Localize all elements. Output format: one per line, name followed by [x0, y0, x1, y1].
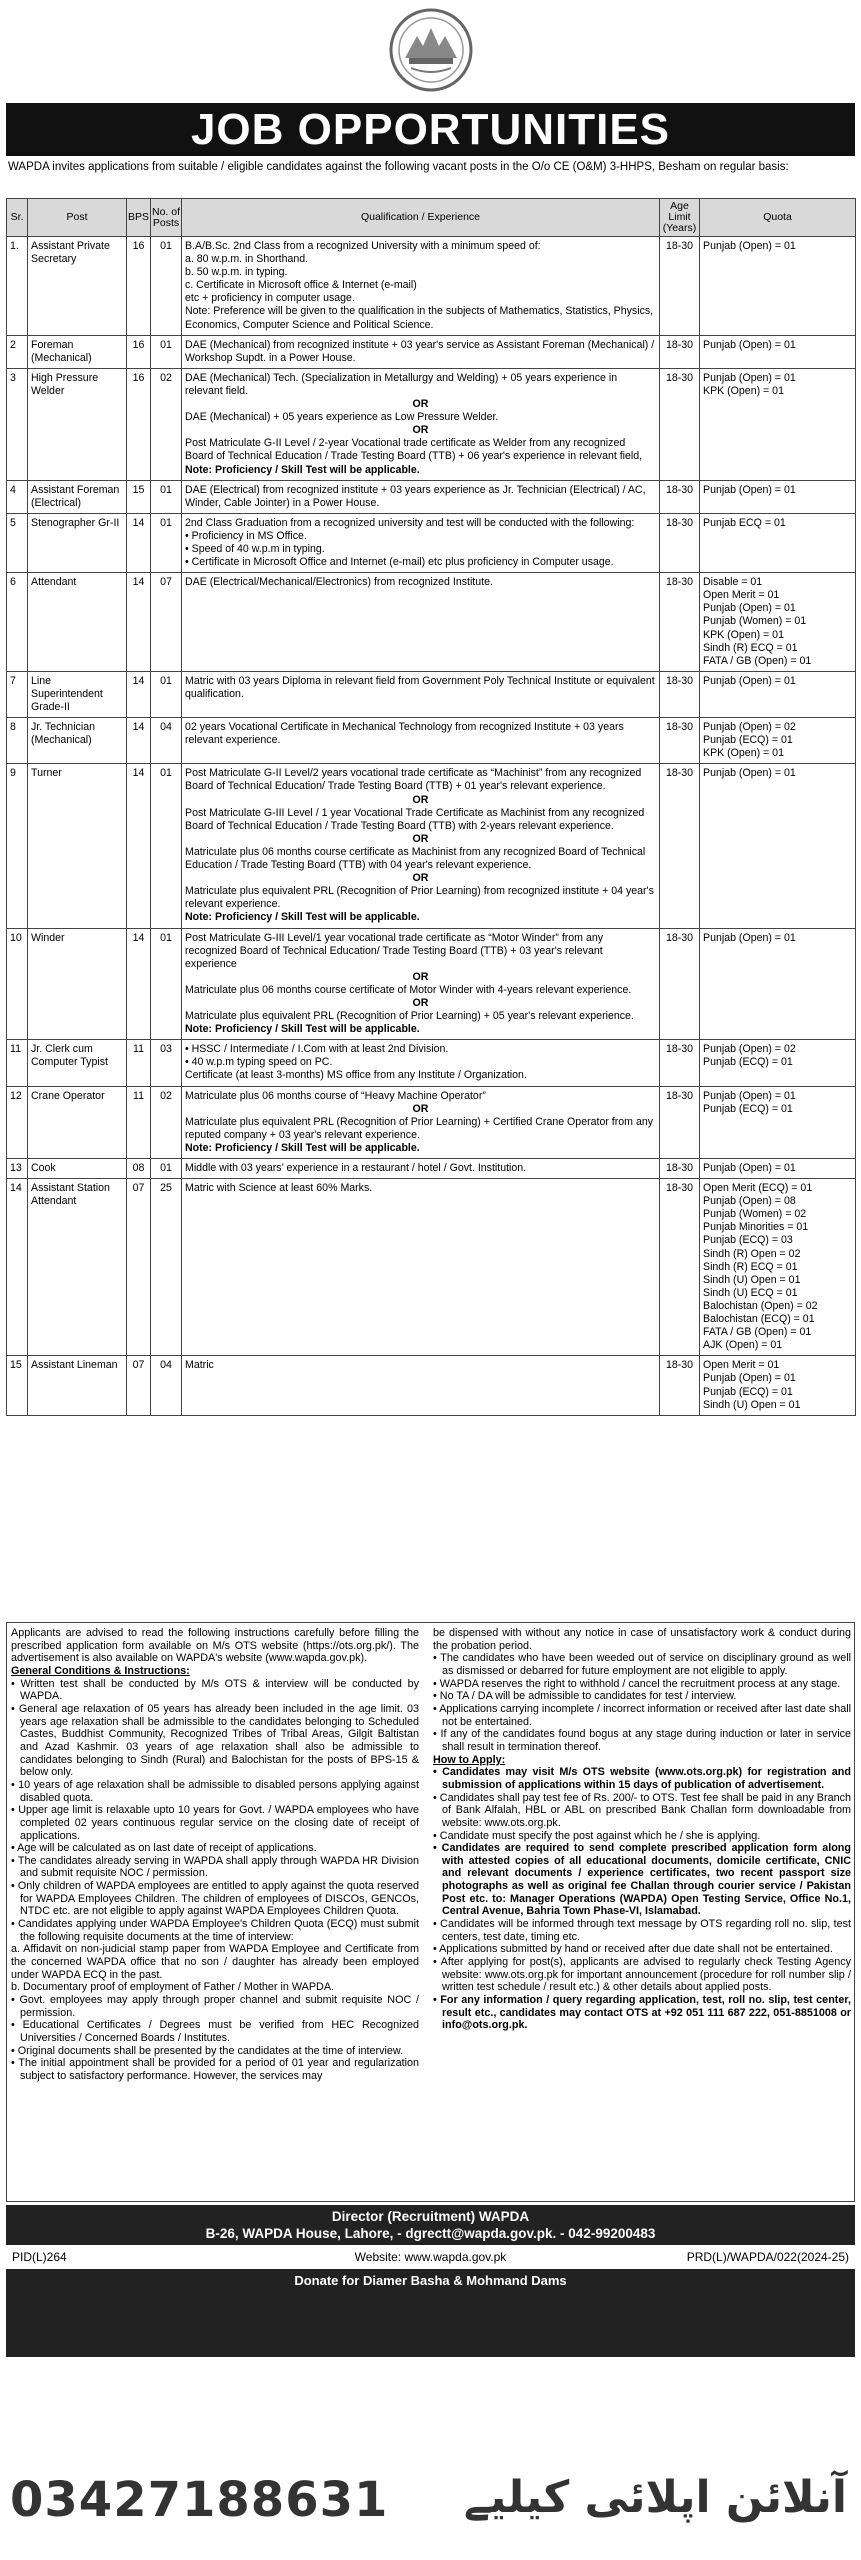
cell-qualification — [182, 1356, 660, 1415]
instruction-item: • The candidates who have been weeded out of service on disciplinary ground as well as dismissed or debarred for future employment are not eligible to apply. — [433, 1652, 851, 1677]
cell-age-limit: 18-30 — [660, 1179, 700, 1356]
instruction-item: • Candidates shall pay test fee of Rs. 200/- to OTS. Test fee shall be paid in any Branch of Bank Alfalah, HBL or ABL on prescribed Bank Challan form downloadable from website: www.ots.org.pk. — [433, 1791, 851, 1829]
cell-qualification — [182, 1159, 660, 1179]
quota-line: Punjab (Open) = 02 — [703, 1043, 796, 1056]
cell-post: Assistant Station Attendant — [28, 1179, 127, 1356]
cell-quota — [700, 1179, 856, 1356]
instruction-item: • Candidates applying under WAPDA Employee's Children Quota (ECQ) must submit the following requisite documents at the time of interview: — [11, 1918, 419, 1943]
cell-bps: 16 — [127, 368, 151, 480]
cell-age-limit: 18-30 — [660, 671, 700, 717]
qualification-line: Certificate (at least 3-months) MS office from any Institute / Organization. — [185, 1069, 527, 1082]
qualification-or: OR — [412, 832, 429, 845]
qualification-line: b. 50 w.p.m. in typing. — [185, 266, 288, 279]
cell-quota — [700, 335, 856, 368]
cell-age-limit: 18-30 — [660, 1086, 700, 1158]
qualification-line: • 40 w.p.m typing speed on PC. — [185, 1056, 333, 1069]
instruction-item: • WAPDA reserves the right to withhold / cancel the recruitment process at any stage. — [433, 1677, 841, 1690]
qualification-line: Post Matriculate G-II Level/2 years vocational trade certificate as “Machinist” from any recognized Board of Technical Education/ Trade Testing Board (TTB) + 01 year's relevant experience. — [185, 767, 642, 793]
cell-no-of-posts: 01 — [151, 480, 182, 513]
cell-post: Stenographer Gr-II — [28, 513, 127, 572]
cell-no-of-posts: 07 — [151, 573, 182, 672]
cell-qualification — [182, 1179, 660, 1356]
cell-quota — [700, 671, 856, 717]
cell-no-of-posts: 01 — [151, 928, 182, 1040]
qualification-or: OR — [412, 424, 429, 437]
table-row — [7, 1086, 856, 1158]
col-header-age-limit: Age Limit (Years) — [660, 199, 700, 237]
cell-quota — [700, 928, 856, 1040]
table-header-row — [7, 199, 856, 237]
cell-qualification — [182, 237, 660, 336]
cell-sr: 11 — [7, 1040, 28, 1086]
qualification-line: Matriculate plus 06 months course certificate of Motor Winder with 4-years relevant experience. — [185, 983, 632, 996]
cell-quota — [700, 513, 856, 572]
cell-age-limit: 18-30 — [660, 513, 700, 572]
cell-bps: 14 — [127, 764, 151, 928]
table-row — [7, 513, 856, 572]
instruction-item: • Govt. employees may apply through proper channel and submit requisite NOC / permission. — [11, 1994, 419, 2019]
table-row — [7, 573, 856, 672]
instruction-item: • Candidate must specify the post against which he / she is applying. — [433, 1829, 761, 1842]
quota-line: Punjab (Open) = 02 — [703, 721, 796, 734]
qualification-or: OR — [412, 793, 429, 806]
instruction-item: • After applying for post(s), applicants are advised to regularly check Testing Agency website: www.ots.org.pk for important announcement (procedure for roll number slip / written test schedule / result etc.) & other details about applied posts. — [433, 1956, 851, 1994]
cell-sr: 1. — [7, 237, 28, 336]
instructions-left-column — [11, 1627, 419, 2083]
cell-post: Assistant Lineman — [28, 1356, 127, 1415]
qualification-line: DAE (Mechanical) from recognized institute + 03 year's service as Assistant Foreman (Mechanical) / Workshop Supdt. in a Power House. — [185, 338, 655, 364]
qualification-line: Matric — [185, 1359, 214, 1372]
page-title: JOB OPPORTUNITIES — [6, 103, 855, 156]
cell-age-limit: 18-30 — [660, 1159, 700, 1179]
qualification-line: Matriculate plus equivalent PRL (Recognition of Prior Learning) + 05 year's relevant experience. — [185, 1010, 634, 1023]
footer-website: Website: www.wapda.gov.pk — [354, 2250, 507, 2264]
table-row — [7, 718, 856, 764]
quota-line: Punjab (Open) = 01 — [703, 371, 796, 384]
instruction-item: • 10 years of age relaxation shall be admissible to disabled persons applying against disabled quota. — [11, 1778, 419, 1804]
qualification-line: etc + proficiency in computer usage. — [185, 292, 355, 305]
cell-post: Turner — [28, 764, 127, 928]
cell-quota — [700, 573, 856, 672]
instruction-item: • Original documents shall be presented by the candidates at the time of interview. — [11, 2044, 404, 2057]
cell-no-of-posts: 01 — [151, 764, 182, 928]
qualification-line: Note: Proficiency / Skill Test will be applicable. — [185, 463, 420, 476]
qualification-line: Middle with 03 years’ experience in a restaurant / hotel / Govt. Institution. — [185, 1162, 527, 1174]
table-row — [7, 237, 856, 336]
cell-age-limit: 18-30 — [660, 368, 700, 480]
cell-no-of-posts: 03 — [151, 1040, 182, 1086]
qualification-line: • Certificate in Microsoft Office and Internet (e-mail) etc plus proficiency in Computer usage. — [185, 556, 614, 569]
qualification-line: DAE (Electrical/Mechanical/Electronics) from recognized Institute. — [185, 576, 493, 589]
qualification-line: Post Matriculate G-III Level / 1 year Vocational Trade Certificate as Machinist from any recognized Board of Technical Education / Trade Testing Board (TTB) with 2-years relevant experience. — [185, 806, 645, 832]
qualification-line: 02 years Vocational Certificate in Mechanical Technology from recognized Institute + 03 years relevant experience. — [185, 721, 624, 747]
quota-line: Punjab (Women) = 01 — [703, 615, 807, 628]
qualification-line: Note: Proficiency / Skill Test will be applicable. — [185, 1023, 420, 1036]
col-header-quota: Quota — [700, 199, 856, 237]
instruction-item: • Written test shall be conducted by M/s OTS & interview will be conducted by WAPDA. — [11, 1677, 419, 1703]
col-header-bps: BPS — [127, 199, 151, 237]
table-row — [7, 368, 856, 480]
cell-bps: 07 — [127, 1179, 151, 1356]
quota-line: Punjab (Open) = 01 — [703, 1162, 796, 1174]
quota-line: Punjab (Women) = 02 — [703, 1208, 807, 1221]
cell-bps: 14 — [127, 573, 151, 672]
table-body — [7, 237, 856, 1416]
cell-post: Jr. Technician (Mechanical) — [28, 718, 127, 764]
qualification-line: a. 80 w.p.m. in Shorthand. — [185, 253, 309, 266]
cell-qualification — [182, 335, 660, 368]
cell-bps: 14 — [127, 718, 151, 764]
cell-no-of-posts: 01 — [151, 335, 182, 368]
qualification-line: Note: Preference will be given to the qualification in the subjects of Mathematics, Statistics, Physics, Economics, Computer Science and Political Science. — [185, 305, 654, 331]
qualification-line: Post Matriculate G-II Level / 2-year Vocational trade certificate as Welder from any recognized Board of Technical Education / Trade Testing Board (TTB) + 06 year's experience in relevant field, — [185, 437, 643, 463]
quota-line: Sindh (R) ECQ = 01 — [703, 1260, 798, 1273]
cell-age-limit: 18-30 — [660, 1040, 700, 1086]
cell-sr: 13 — [7, 1159, 28, 1179]
cell-bps: 11 — [127, 1086, 151, 1158]
quota-line: Punjab (ECQ) = 01 — [703, 1056, 793, 1069]
table-row — [7, 1040, 856, 1086]
cell-no-of-posts: 02 — [151, 1086, 182, 1158]
footer-prd: PRD(L)/WAPDA/022(2024-25) — [686, 2250, 849, 2264]
instruction-item: • General age relaxation of 05 years has already been included in the age limit. 03 years age relaxation shall be admissible to the candidates belonging to Scheduled Castes, Buddhist Community, Recognized Tribes of Tribal Areas, Gilgit Baltistan and Azad Kashmir. 03 years of age relaxation shall also be admissible to candidates belonging to Sindh (Rural) and Balochistan for the posts of BPS-15 & below only. — [11, 1702, 419, 1779]
cell-quota — [700, 718, 856, 764]
quota-line: Sindh (U) ECQ = 01 — [703, 1286, 798, 1299]
cell-quota — [700, 368, 856, 480]
instructions-right-column — [433, 1627, 851, 2032]
cell-sr: 2 — [7, 335, 28, 368]
cell-bps: 16 — [127, 237, 151, 336]
qualification-line: DAE (Electrical) from recognized institute + 03 years experience as Jr. Technician (Electrical) / AC, Winder, Cable Jointer) in a Power House. — [185, 483, 646, 509]
footer-pid: PID(L)264 — [12, 2250, 67, 2264]
qualification-line: DAE (Mechanical) + 05 years experience as Low Pressure Welder. — [185, 411, 499, 424]
cell-sr: 8 — [7, 718, 28, 764]
footer-donate: Donate for Diamer Basha & Mohmand Dams — [294, 2273, 567, 2288]
cell-quota — [700, 480, 856, 513]
cell-quota — [700, 1040, 856, 1086]
cell-bps: 15 — [127, 480, 151, 513]
quota-line: Sindh (R) ECQ = 01 — [703, 641, 798, 654]
qualification-line: Matriculate plus 06 months course certificate as Machinist from any recognized Board of Technical Education / Trade Testing Board (TTB) with 04 year's relevant experience. — [185, 845, 646, 872]
general-conditions-list — [11, 1678, 419, 1944]
how-to-apply-heading: How to Apply: — [433, 1753, 506, 1766]
quota-line: Punjab (Open) = 08 — [703, 1195, 796, 1208]
qualification-line: Matriculate plus 06 months course of “Heavy Machine Operator” — [185, 1089, 486, 1102]
instruction-item: • The candidates already serving in WAPDA shall apply through WAPDA HR Division and submit requisite NOC / permission. — [11, 1854, 419, 1880]
cell-quota — [700, 1356, 856, 1415]
col-header-post: Post — [28, 199, 127, 237]
quota-line: Punjab (Open) = 01 — [703, 767, 796, 780]
cell-post: Line Superintendent Grade-II — [28, 671, 127, 717]
col-header-qualification: Qualification / Experience — [182, 199, 660, 237]
cell-age-limit: 18-30 — [660, 928, 700, 1040]
quota-line: FATA / GB (Open) = 01 — [703, 654, 812, 667]
table-row — [7, 928, 856, 1040]
qualification-line: Matric with Science at least 60% Marks. — [185, 1182, 373, 1195]
qualification-line: • HSSC / Intermediate / I.Com with at least 2nd Division. — [185, 1043, 449, 1056]
instructions-opening: Applicants are advised to read the following instructions carefully before filling the prescribed application form available on M/s OTS website (https://ots.org.pk/). The advertisement is also available on WAPDA's website (www.wapda.gov.pk). — [11, 1627, 419, 1665]
instruction-item: b. Documentary proof of employment of Father / Mother in WAPDA. — [11, 1981, 335, 1994]
footer-address: B-26, WAPDA House, Lahore, - dgrectt@wapda.gov.pk. - 042-99200483 — [205, 2226, 656, 2241]
qualification-line: • Speed of 40 w.p.m in typing. — [185, 542, 325, 555]
contact-phone: 03427188631 — [10, 2472, 389, 2528]
cell-post: Assistant Foreman (Electrical) — [28, 480, 127, 513]
quota-line: Balochistan (ECQ) = 01 — [703, 1313, 815, 1326]
quota-line: KPK (Open) = 01 — [703, 384, 784, 397]
quota-line: Punjab (Open) = 01 — [703, 1372, 796, 1385]
quota-line: Punjab (Open) = 01 — [703, 483, 796, 496]
cell-qualification — [182, 1040, 660, 1086]
cell-no-of-posts: 04 — [151, 1356, 182, 1415]
cell-bps: 11 — [127, 1040, 151, 1086]
quota-line: Punjab (Open) = 01 — [703, 240, 796, 252]
cell-no-of-posts: 01 — [151, 671, 182, 717]
cell-no-of-posts: 25 — [151, 1179, 182, 1356]
quota-line: Punjab (Open) = 01 — [703, 1089, 796, 1102]
instruction-item: a. Affidavit on non-judicial stamp paper from WAPDA Employee and Certificate from the concerned WAPDA office that no son / daughter has already been employed under WAPDA ECQ in the past. — [11, 1943, 419, 1981]
cell-sr: 9 — [7, 764, 28, 928]
qualification-line: DAE (Mechanical) Tech. (Specialization in Metallurgy and Welding) + 05 years experience in relevant field. — [185, 371, 618, 397]
cell-sr: 14 — [7, 1179, 28, 1356]
qualification-line: B.A/B.Sc. 2nd Class from a recognized University with a minimum speed of: — [185, 240, 541, 252]
table-row — [7, 1179, 856, 1356]
instruction-item: • Applications submitted by hand or received after due date shall not be entertained. — [433, 1943, 833, 1956]
cell-age-limit: 18-30 — [660, 480, 700, 513]
qualification-line: c. Certificate in Microsoft office & Internet (e-mail) — [185, 279, 417, 292]
cell-post: Assistant Private Secretary — [28, 237, 127, 336]
quota-line: Punjab ECQ = 01 — [703, 516, 786, 529]
cell-age-limit: 18-30 — [660, 718, 700, 764]
cell-post: Winder — [28, 928, 127, 1040]
urdu-apply-online: آنلائن اپلائی کیلیے — [463, 2472, 847, 2523]
instruction-item: • For any information / query regarding application, test, roll no. slip, test center, result etc., candidates may contact OTS at +92 051 111 687 222, 051-8851008 or info@ots.org.pk. — [433, 1994, 851, 2032]
quota-line: Punjab (ECQ) = 01 — [703, 1385, 793, 1398]
quota-line: Balochistan (Open) = 02 — [703, 1299, 818, 1312]
wapda-logo-icon — [383, 6, 479, 94]
qualification-line: Matriculate plus equivalent PRL (Recognition of Prior Learning) from recognized institute + 04 year's relevant experience. — [185, 885, 654, 911]
cell-age-limit: 18-30 — [660, 573, 700, 672]
qualification-line: Note: Proficiency / Skill Test will be applicable. — [185, 911, 420, 924]
quota-line: Sindh (U) Open = 01 — [703, 1273, 801, 1286]
table-row — [7, 671, 856, 717]
cell-sr: 5 — [7, 513, 28, 572]
table-row — [7, 335, 856, 368]
cell-age-limit: 18-30 — [660, 335, 700, 368]
cell-post: Cook — [28, 1159, 127, 1179]
cell-qualification — [182, 573, 660, 672]
cell-sr: 10 — [7, 928, 28, 1040]
cell-qualification — [182, 718, 660, 764]
quota-line: Punjab (ECQ) = 03 — [703, 1234, 793, 1247]
instruction-item: • Upper age limit is relaxable upto 10 years for Govt. / WAPDA employees who have completed 02 years continuous regular service on the closing date of receipt of applications. — [11, 1804, 419, 1842]
cell-sr: 12 — [7, 1086, 28, 1158]
cell-quota — [700, 237, 856, 336]
cell-quota — [700, 764, 856, 928]
qualification-line: Note: Proficiency / Skill Test will be applicable. — [185, 1141, 420, 1154]
wapda-logo — [383, 6, 479, 94]
cell-bps: 08 — [127, 1159, 151, 1179]
quota-line: FATA / GB (Open) = 01 — [703, 1326, 812, 1339]
cell-age-limit: 18-30 — [660, 1356, 700, 1415]
quota-line: Open Merit (ECQ) = 01 — [703, 1182, 813, 1195]
general-conditions-heading: General Conditions & Instructions: — [11, 1664, 190, 1677]
cell-sr: 7 — [7, 671, 28, 717]
instructions-section — [6, 1622, 855, 2202]
cell-qualification — [182, 368, 660, 480]
intro-text: WAPDA invites applications from suitable / eligible candidates against the following vacant posts in the O/o CE (O&M) 3-HHPS, Besham on regular basis: — [8, 161, 789, 173]
quota-line: KPK (Open) = 01 — [703, 628, 784, 641]
cell-bps: 16 — [127, 335, 151, 368]
qualification-line: 2nd Class Graduation from a recognized university and test will be conducted with the following: — [185, 516, 635, 529]
ecq-documents-list — [11, 1943, 419, 1994]
cell-bps: 07 — [127, 1356, 151, 1415]
cell-quota — [700, 1086, 856, 1158]
cell-age-limit: 18-30 — [660, 764, 700, 928]
quota-line: Punjab (Open) = 01 — [703, 338, 796, 351]
col-header-sr: Sr. — [7, 199, 28, 237]
table-row — [7, 1356, 856, 1415]
cell-no-of-posts: 02 — [151, 368, 182, 480]
quota-line: Punjab (Open) = 01 — [703, 674, 796, 687]
qualification-or: OR — [412, 996, 429, 1009]
general-conditions-list-cont — [11, 1994, 419, 2083]
instruction-item: • Applications carrying incomplete / incorrect information or received after last date shall not be entertained. — [433, 1702, 851, 1728]
table-row — [7, 480, 856, 513]
quota-line: KPK (Open) = 01 — [703, 747, 784, 760]
cell-post: Jr. Clerk cum Computer Typist — [28, 1040, 127, 1086]
table-row — [7, 1159, 856, 1179]
cell-sr: 3 — [7, 368, 28, 480]
cell-post: Attendant — [28, 573, 127, 672]
instruction-item: • The initial appointment shall be provided for a period of 01 year and regularization subject to satisfactory performance. However, the services may — [11, 2057, 419, 2082]
vacancies-table — [6, 198, 856, 1416]
qualification-line: Matric with 03 years Diploma in relevant field from Government Poly Technical Institute or equivalent qualification. — [185, 674, 655, 700]
quota-line: Sindh (R) Open = 02 — [703, 1247, 801, 1260]
quota-line: Punjab (ECQ) = 01 — [703, 1102, 793, 1115]
cell-bps: 14 — [127, 671, 151, 717]
qualification-or: OR — [412, 1102, 429, 1115]
instruction-item: • Candidates are required to send complete prescribed application form along with attested copies of all educational documents, domicile certificate, CNIC and relevant documents / experience certificates, two recent passport size photographs as well as original fee Challan through courier service / Pakistan Post etc. to: Manager Operations (WAPDA) Open Testing Service, Office No.1, Central Avenue, Bahria Town Phase-VI, Islamabad. — [433, 1842, 851, 1918]
cell-age-limit: 18-30 — [660, 237, 700, 336]
instruction-item: • Candidates will be informed through text message by OTS regarding roll no. slip, test centers, test date, timing etc. — [433, 1918, 851, 1943]
cell-no-of-posts: 01 — [151, 513, 182, 572]
cell-no-of-posts: 04 — [151, 718, 182, 764]
cell-sr: 6 — [7, 573, 28, 672]
cell-quota — [700, 1159, 856, 1179]
quota-line: Punjab (ECQ) = 01 — [703, 734, 793, 747]
instruction-item: • If any of the candidates found bogus at any stage during induction or later in service shall result in termination thereof. — [433, 1728, 851, 1753]
footer — [6, 2205, 855, 2357]
qualification-or: OR — [412, 872, 429, 885]
col-header-no-of-posts: No. of Posts — [151, 199, 182, 237]
cell-qualification — [182, 1086, 660, 1158]
cell-qualification — [182, 480, 660, 513]
table-row — [7, 764, 856, 928]
instruction-item: • Only children of WAPDA employees are entitled to apply against the quota reserved for WAPDA Employees Children. The children of employees of DISCOs, GENCOs, NTDC etc. are not eligible to apply against WAPDA Employees Children Quota. — [11, 1880, 419, 1918]
cell-sr: 4 — [7, 480, 28, 513]
qualification-line: Post Matriculate G-III Level/1 year vocational trade certificate as “Motor Winder” from any recognized Board of Technical Education/ Trade Testing Board (TTB) + 03 year's relevant experience — [185, 931, 604, 970]
cell-qualification — [182, 928, 660, 1040]
footer-info-bar — [6, 2245, 855, 2269]
cell-qualification — [182, 764, 660, 928]
instructions-continuation: be dispensed with without any notice in case of unsatisfactory work & conduct during the probation period. — [433, 1627, 851, 1652]
footer-director: Director (Recruitment) WAPDA — [331, 2209, 530, 2224]
quota-line: AJK (Open) = 01 — [703, 1339, 783, 1352]
conditions-list-right — [433, 1652, 851, 1753]
quota-line: Sindh (U) Open = 01 — [703, 1398, 801, 1411]
instruction-item: • No TA / DA will be admissible to candidates for test / interview. — [433, 1690, 737, 1703]
cell-sr: 15 — [7, 1356, 28, 1415]
quota-line: Punjab Minorities = 01 — [703, 1221, 809, 1234]
cell-no-of-posts: 01 — [151, 1159, 182, 1179]
quota-line: Open Merit = 01 — [703, 1359, 780, 1372]
quota-line: Punjab (Open) = 01 — [703, 602, 796, 615]
instruction-item: • Candidates may visit M/s OTS website (www.ots.org.pk) for registration and submission of applications within 15 days of publication of advertisement. — [433, 1766, 851, 1791]
how-to-apply-list — [433, 1766, 851, 2032]
cell-qualification — [182, 671, 660, 717]
qualification-line: • Proficiency in MS Office. — [185, 529, 307, 542]
cell-post: High Pressure Welder — [28, 368, 127, 480]
cell-bps: 14 — [127, 513, 151, 572]
quota-line: Open Merit = 01 — [703, 589, 780, 602]
quota-line: Disable = 01 — [703, 576, 763, 589]
cell-bps: 14 — [127, 928, 151, 1040]
cell-qualification — [182, 513, 660, 572]
instruction-item: • Age will be calculated as on last date of receipt of applications. — [11, 1842, 317, 1855]
quota-line: Punjab (Open) = 01 — [703, 931, 796, 944]
cell-post: Crane Operator — [28, 1086, 127, 1158]
cell-post: Foreman (Mechanical) — [28, 335, 127, 368]
cell-no-of-posts: 01 — [151, 237, 182, 336]
qualification-line: Matriculate plus equivalent PRL (Recognition of Prior Learning) + Certified Crane Operator from any reputed company + 03 year's relevant experience. — [185, 1115, 654, 1141]
qualification-or: OR — [412, 398, 429, 411]
instruction-item: • Educational Certificates / Degrees must be verified from HEC Recognized Universities / Concerned Boards / Institutes. — [11, 2019, 419, 2044]
qualification-or: OR — [412, 970, 429, 983]
